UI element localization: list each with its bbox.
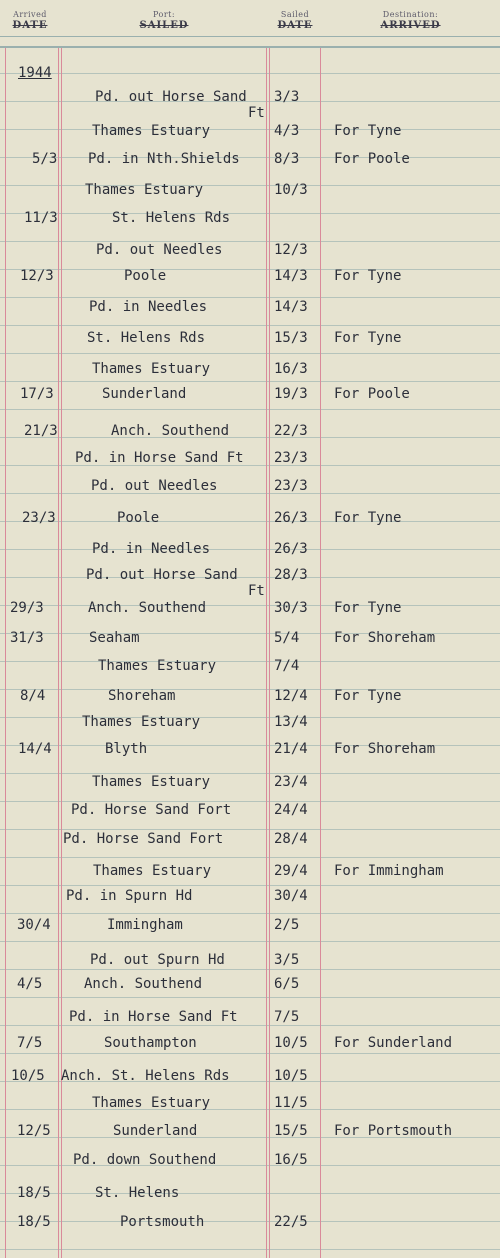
sailed-date: 30/3 (274, 600, 308, 616)
port-name: Pd. in Spurn Hd (66, 888, 193, 904)
arrived-date: 30/4 (17, 917, 51, 933)
column-rule (320, 0, 321, 1258)
arrived-date: 18/5 (17, 1214, 51, 1230)
arrived-date: 23/3 (22, 510, 56, 526)
port-name: Sunderland (102, 386, 187, 402)
sailed-date: 28/4 (274, 831, 308, 847)
sailed-date: 22/3 (274, 423, 308, 439)
sailed-date: 15/5 (274, 1123, 308, 1139)
port-name: Thames Estuary (92, 361, 211, 377)
arrived-date: 12/3 (20, 268, 54, 284)
sailed-date: 23/3 (274, 450, 308, 466)
sailed-date: 24/4 (274, 802, 308, 818)
port-name: Pd. in Horse Sand Ft (69, 1009, 238, 1025)
destination: For Tyne (334, 510, 402, 526)
destination: For Poole (334, 151, 410, 167)
sailed-date: 29/4 (274, 863, 308, 879)
destination: For Portsmouth (334, 1123, 453, 1139)
port-name: Thames Estuary (92, 1095, 211, 1111)
sailed-date: 10/5 (274, 1068, 308, 1084)
port-name: Thames Estuary (92, 123, 211, 139)
sailed-date: 5/4 (274, 630, 300, 646)
port-name: Pd. Horse Sand Fort (63, 831, 224, 847)
port-name: Pd. in Horse Sand Ft (75, 450, 244, 466)
port-name: Thames Estuary (92, 774, 211, 790)
arrived-date: 21/3 (24, 423, 58, 439)
arrived-date: 8/4 (20, 688, 46, 704)
arrived-date: 10/5 (11, 1068, 45, 1084)
destination: For Tyne (334, 123, 402, 139)
destination: For Immingham (334, 863, 444, 879)
sailed-date: 4/3 (274, 123, 300, 139)
port-name: Pd. Horse Sand Fort (71, 802, 232, 818)
arrived-date: 17/3 (20, 386, 54, 402)
port-name: Seaham (89, 630, 140, 646)
destination: For Poole (334, 386, 410, 402)
port-name: Anch. Southend (84, 976, 203, 992)
port-name: Pd. out Spurn Hd (90, 952, 225, 968)
port-name: Pd. in Needles (92, 541, 211, 557)
sailed-date: 28/3 (274, 567, 308, 583)
column-header (0, 0, 500, 48)
destination: For Tyne (334, 600, 402, 616)
destination: For Shoreham (334, 741, 436, 757)
port-name: Pd. out Needles (96, 242, 223, 258)
sailed-header-struck: DATE (277, 20, 313, 31)
sailed-date: 8/3 (274, 151, 300, 167)
sailed-date: 23/4 (274, 774, 308, 790)
port-name: St. Helens Rds (87, 330, 206, 346)
sailed-header-label: Sailed (280, 10, 310, 19)
port-name: Blyth (105, 741, 148, 757)
arrived-header-label: Arrived (13, 10, 47, 19)
year-label: 1944 (18, 65, 52, 81)
port-name: Pd. down Southend (73, 1152, 217, 1168)
port-name-continued: Ft (248, 105, 265, 121)
sailed-date: 21/4 (274, 741, 308, 757)
arrived-date: 7/5 (17, 1035, 43, 1051)
column-rule (266, 0, 267, 1258)
port-name: Poole (117, 510, 160, 526)
port-name: Thames Estuary (82, 714, 201, 730)
port-name: Shoreham (108, 688, 176, 704)
sailed-date: 22/5 (274, 1214, 308, 1230)
port-name: Poole (124, 268, 167, 284)
port-name-continued: Ft (248, 583, 265, 599)
port-name: Anch. Southend (88, 600, 207, 616)
sailed-date: 16/3 (274, 361, 308, 377)
arrived-header-struck: DATE (12, 20, 48, 31)
port-name: Pd. in Needles (89, 299, 208, 315)
sailed-date: 3/5 (274, 952, 300, 968)
sailed-date: 14/3 (274, 268, 308, 284)
sailed-date: 3/3 (274, 89, 300, 105)
arrived-header (0, 10, 60, 31)
port-header-struck: SAILED (139, 20, 189, 31)
destination: For Tyne (334, 330, 402, 346)
sailed-date: 14/3 (274, 299, 308, 315)
destination: For Tyne (334, 268, 402, 284)
sailed-date: 23/3 (274, 478, 308, 494)
sailed-date: 26/3 (274, 510, 308, 526)
sailed-date: 11/5 (274, 1095, 308, 1111)
port-name: Portsmouth (120, 1214, 205, 1230)
arrived-date: 31/3 (10, 630, 44, 646)
destination: For Shoreham (334, 630, 436, 646)
sailed-date: 19/3 (274, 386, 308, 402)
port-name: Immingham (107, 917, 183, 933)
sailed-date: 12/4 (274, 688, 308, 704)
arrived-date: 11/3 (24, 210, 58, 226)
arrived-date: 29/3 (10, 600, 44, 616)
port-name: Anch. St. Helens Rds (61, 1068, 230, 1084)
port-header (62, 10, 266, 31)
port-name: Pd. out Horse Sand (86, 567, 238, 583)
destination: For Sunderland (334, 1035, 453, 1051)
port-name: St. Helens (95, 1185, 180, 1201)
sailed-date: 6/5 (274, 976, 300, 992)
destination-header-label: Destination: (382, 10, 439, 19)
arrived-date: 4/5 (17, 976, 43, 992)
destination-header-struck: ARRIVED (380, 20, 441, 31)
port-name: Thames Estuary (98, 658, 217, 674)
column-rule (58, 0, 59, 1258)
sailed-date: 13/4 (274, 714, 308, 730)
sailed-date: 10/3 (274, 182, 308, 198)
destination: For Tyne (334, 688, 402, 704)
sailed-date: 26/3 (274, 541, 308, 557)
sailed-date: 16/5 (274, 1152, 308, 1168)
port-name: Southampton (104, 1035, 197, 1051)
arrived-date: 14/4 (18, 741, 52, 757)
destination-header (321, 10, 500, 31)
port-name: Sunderland (113, 1123, 198, 1139)
sailed-date: 10/5 (274, 1035, 308, 1051)
sailed-date: 12/3 (274, 242, 308, 258)
arrived-date: 12/5 (17, 1123, 51, 1139)
port-name: Pd. out Needles (91, 478, 218, 494)
sailed-date: 7/5 (274, 1009, 300, 1025)
port-name: Thames Estuary (93, 863, 212, 879)
port-name: Pd. in Nth.Shields (88, 151, 240, 167)
sailed-date: 2/5 (274, 917, 300, 933)
port-name: Pd. out Horse Sand (95, 89, 247, 105)
port-name: St. Helens Rds (112, 210, 231, 226)
arrived-date: 18/5 (17, 1185, 51, 1201)
sailed-header (270, 10, 320, 31)
sailed-date: 7/4 (274, 658, 300, 674)
port-name: Anch. Southend (111, 423, 230, 439)
arrived-date: 5/3 (32, 151, 58, 167)
sailed-date: 15/3 (274, 330, 308, 346)
column-rule (269, 0, 270, 1258)
port-header-label: Port: (152, 10, 176, 19)
port-name: Thames Estuary (85, 182, 204, 198)
margin-rule (5, 0, 6, 1258)
sailed-date: 30/4 (274, 888, 308, 904)
